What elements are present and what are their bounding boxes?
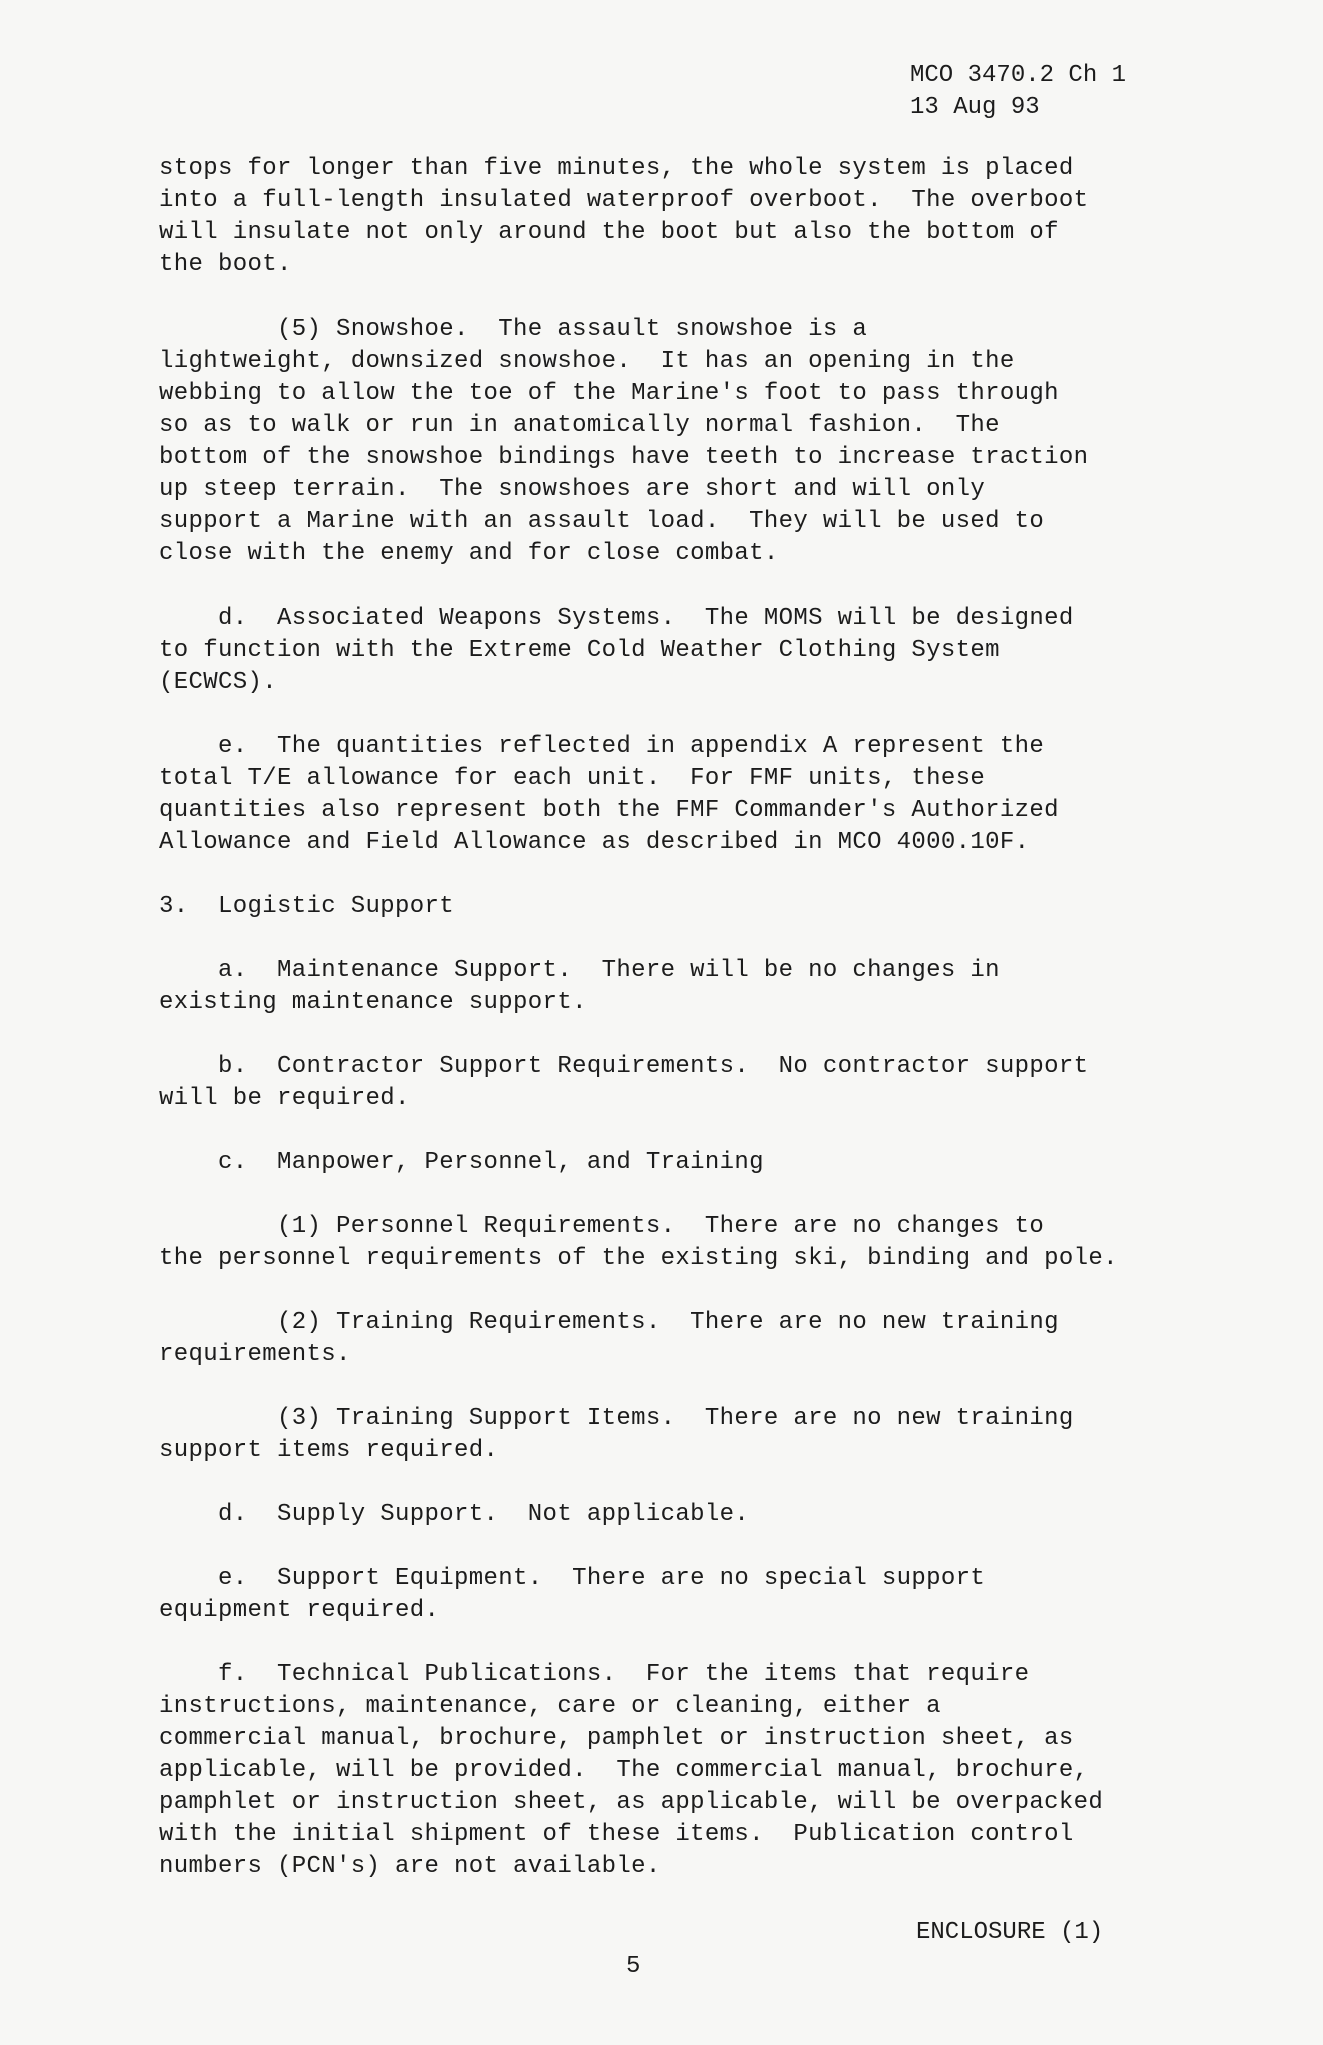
body-line: will be required. [159,1085,410,1112]
body-line: a. Maintenance Support. There will be no changes in [159,957,1000,984]
body-line: (3) Training Support Items. There are no new training [159,1405,1074,1432]
body-line: (ECWCS). [159,669,278,696]
section-heading: 3. Logistic Support [159,893,455,920]
body-line: existing maintenance support. [159,989,587,1016]
body-line: support a Marine with an assault load. They will be used to [159,508,1045,535]
body-line: to function with the Extreme Cold Weather Clothing System [159,637,1000,664]
body-line: lightweight, downsized snowshoe. It has an opening in the [159,348,1015,375]
body-line: e. The quantities reflected in appendix A represent the [159,733,1045,760]
document-header [910,60,1126,124]
body-line: d. Associated Weapons Systems. The MOMS will be designed [159,605,1074,632]
body-line: into a full-length insulated waterproof overboot. The overboot [159,187,1089,214]
body-line: applicable, will be provided. The commercial manual, brochure, [159,1757,1089,1784]
body-line: b. Contractor Support Requirements. No contractor support [159,1053,1089,1080]
body-line: Allowance and Field Allowance as described in MCO 4000.10F. [159,829,1030,856]
body-line: close with the enemy and for close combat. [159,540,779,567]
body-line: webbing to allow the toe of the Marine's foot to pass through [159,380,1059,407]
body-line: (2) Training Requirements. There are no new training [159,1309,1059,1336]
body-line: so as to walk or run in anatomically normal fashion. The [159,412,1000,439]
body-line: e. Support Equipment. There are no special support [159,1565,986,1592]
body-line: the personnel requirements of the existing ski, binding and pole. [159,1245,1118,1272]
body-line: total T/E allowance for each unit. For FMF units, these [159,765,986,792]
body-line: (1) Personnel Requirements. There are no changes to [159,1213,1045,1240]
body-line: quantities also represent both the FMF Commander's Authorized [159,797,1059,824]
body-line: support items required. [159,1437,499,1464]
body-line: bottom of the snowshoe bindings have teeth to increase traction [159,444,1089,471]
body-line: numbers (PCN's) are not available. [159,1853,661,1880]
order-number: MCO 3470.2 Ch 1 [910,62,1127,89]
page-number: 5 [626,1953,641,1980]
body-line: f. Technical Publications. For the items that require [159,1661,1030,1688]
enclosure-label: ENCLOSURE (1) [916,1919,1104,1946]
body-line: commercial manual, brochure, pamphlet or instruction sheet, as [159,1725,1074,1752]
body-line: (5) Snowshoe. The assault snowshoe is a [159,316,868,343]
body-line: requirements. [159,1341,351,1368]
body-line: d. Supply Support. Not applicable. [159,1501,750,1528]
body-line: stops for longer than five minutes, the whole system is placed [159,155,1074,182]
document-date: 13 Aug 93 [910,94,1040,121]
body-line: will insulate not only around the boot but also the bottom of [159,219,1059,246]
body-line: up steep terrain. The snowshoes are short and will only [159,476,986,503]
body-line: the boot. [159,251,292,278]
body-line: with the initial shipment of these items. Publication control [159,1821,1074,1848]
body-line: instructions, maintenance, care or cleaning, either a [159,1693,941,1720]
body-line: c. Manpower, Personnel, and Training [159,1149,764,1176]
body-line: equipment required. [159,1597,440,1624]
body-line: pamphlet or instruction sheet, as applicable, will be overpacked [159,1789,1104,1816]
